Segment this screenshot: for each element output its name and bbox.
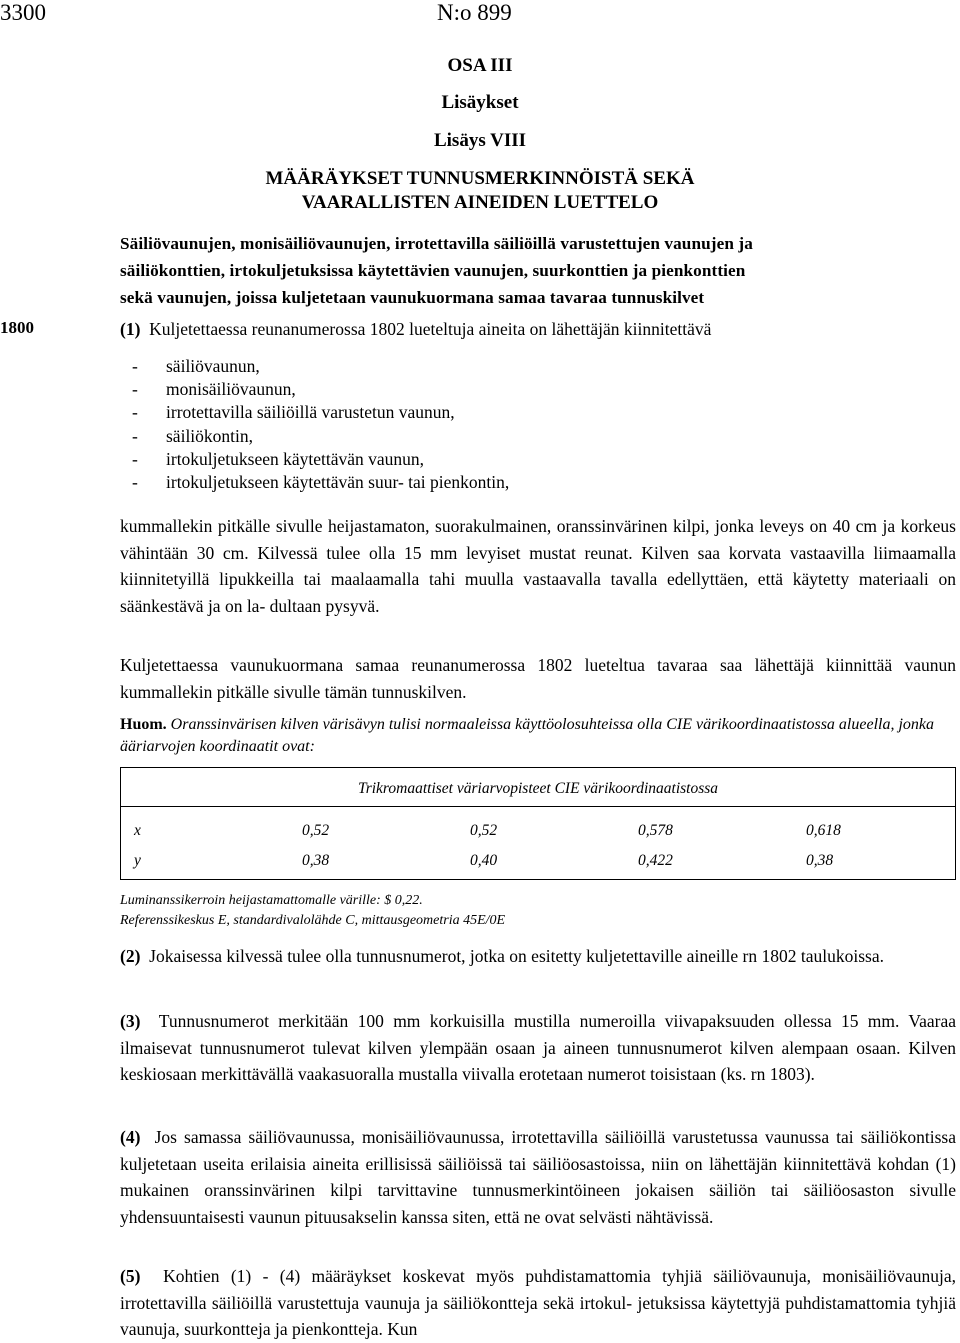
list-item: - irtokuljetukseen käytettävän vaunun, bbox=[132, 448, 509, 471]
paragraph-number: (4) bbox=[120, 1127, 141, 1147]
paragraph-1 bbox=[120, 316, 956, 343]
table-cell: 0,578 bbox=[638, 822, 673, 839]
paragraph-text: Kohtien (1) - (4) määräykset koskevat myös puhdistamattomia tyhjiä säiliövaunuja, monisäiliövaunuja, irrotettavilla säiliöillä varustettuja vaunuja ja säiliökontteja sekä irtokul- jetuksissa käytettyjä puhdistamattomia tyhjiä vaunuja, suurkontteja ja pienkontteja. Kun bbox=[120, 1266, 956, 1340]
subheading-line: säiliökonttien, irtokuljetuksissa käytettävien vaunujen, suurkonttien ja pienkonttien bbox=[120, 261, 746, 280]
paragraph-3 bbox=[120, 1008, 956, 1088]
table-cell: 0,40 bbox=[470, 852, 498, 869]
table-cell: 0,38 bbox=[302, 852, 330, 869]
note bbox=[120, 714, 956, 758]
paragraph-2 bbox=[120, 943, 956, 970]
subheading-line: Säiliövaunujen, monisäiliövaunujen, irrotettavilla säiliöillä varustettujen vaunujen ja bbox=[120, 234, 753, 253]
paragraph-number: (5) bbox=[120, 1266, 141, 1286]
marginal-number: 1800 bbox=[0, 318, 34, 337]
appendix-title: Lisäys VIII bbox=[433, 130, 527, 151]
paragraph-text: Tunnusnumerot merkitään 100 mm korkuisilla mustilla numeroilla viivapaksuuden ollessa 15 mm. Vaaraa ilmaisevat tunnusnumerot tulevat kilven ylempään osaan ja aineen tunnusnumerot kilven alempaan osaan. Kilven keskiosaan merkittävällä vaakasuoralla mustalla viivalla erotetaan numerot toisistaan (ks. rn 1803). bbox=[120, 1011, 956, 1085]
table-caption: Trikromaattiset väriarvopisteet CIE värikoordinaatistossa bbox=[357, 780, 719, 797]
list-item: - irtokuljetukseen käytettävän suur- tai pienkontin, bbox=[132, 471, 509, 494]
list-item: - säiliövaunun, bbox=[132, 355, 509, 378]
subheading-line: sekä vaunujen, joissa kuljetetaan vaunukuormana samaa tavaraa tunnuskilvet bbox=[120, 288, 705, 307]
subheading bbox=[120, 230, 956, 311]
main-title-line2: VAARALLISTEN AINEIDEN LUETTELO bbox=[301, 192, 659, 213]
paragraph-text: Jos samassa säiliövaunussa, monisäiliövaunussa, irrotettavilla säiliöillä varustetussa vaunussa tai säiliökontissa kuljetetaan useita erilaisia aineita erillisissä säiliöissä tai säiliöosastoissa, niin on lähettäjän kiinnitettävä kohdan (1) mukainen oranssinvärinen kilpi tarvittavine tunnusmerkintöineen jokaisen säiliön tai säiliöosaston sivulle yhdensuuntaisesti vaunun pituusakselin kanssa siten, että ne ovat selvästi nähtävissä. bbox=[120, 1127, 957, 1227]
note-label: Huom. bbox=[120, 716, 167, 733]
table-cell: 0,52 bbox=[470, 822, 498, 839]
table-cell: 0,422 bbox=[638, 852, 673, 869]
main-title-line1: MÄÄRÄYKSET TUNNUSMERKINNÖISTÄ SEKÄ bbox=[265, 168, 695, 189]
series-number: N:o 899 bbox=[437, 0, 512, 25]
appendices-title: Lisäykset bbox=[441, 92, 519, 113]
table-row-label: y bbox=[134, 852, 141, 869]
paragraph-text: Kuljetettaessa reunanumerossa 1802 lueteltuja aineita on lähettäjän kiinnitettävä bbox=[149, 319, 712, 339]
reference-note: Referenssikeskus E, standardivalolähde C, mittausgeometria 45E/0E bbox=[120, 913, 506, 928]
paragraph-number: (2) bbox=[120, 946, 141, 966]
dash-list bbox=[132, 355, 509, 494]
part-title: OSA III bbox=[447, 55, 513, 76]
table-cell: 0,618 bbox=[806, 822, 841, 839]
list-item: - säiliökontin, bbox=[132, 425, 509, 448]
paragraph-text: Jokaisessa kilvessä tulee olla tunnusnumerot, jotka on esitetty kuljetettaville aineille rn 1802 taulukoissa. bbox=[149, 946, 885, 966]
paragraph-1b: Kuljetettaessa vaunukuormana samaa reunanumerossa 1802 lueteltua tavaraa saa lähettäjä kiinnittää vaunun kummallekin pitkälle sivulle tämän tunnuskilven. bbox=[120, 655, 956, 702]
paragraph-5 bbox=[120, 1263, 956, 1343]
page-number: 3300 bbox=[0, 0, 46, 25]
note-text: Oranssinvärisen kilven värisävyn tulisi normaaleissa käyttöolosuhteissa olla CIE värikoordinaatistossa alueella, jonka ääriarvojen koordinaatit ovat: bbox=[120, 716, 935, 755]
paragraph-1-continued: kummallekin pitkälle sivulle heijastamaton, suorakulmainen, oranssinvärinen kilpi, jonka leveys on 40 cm ja korkeus vähintään 30 cm. Kilvessä tulee olla 15 mm levyiset mustat reunat. Kilven saa korvata vastaavilla liimaamalla kiinnitetyillä lipukkeilla tai maalaamalla tahi muulla vastaavalla tavalla edellyttäen, että käytetty materiaali on säänkestävä ja on la- dultaan pysyvä. bbox=[120, 516, 956, 616]
paragraph-4 bbox=[120, 1124, 956, 1230]
list-item: - irrotettavilla säiliöillä varustetun vaunun, bbox=[132, 401, 509, 424]
table-cell: 0,38 bbox=[806, 852, 834, 869]
table-divider bbox=[120, 806, 956, 807]
paragraph-number: (3) bbox=[120, 1011, 141, 1031]
table-cell: 0,52 bbox=[302, 822, 330, 839]
luminance-note: Luminanssikerroin heijastamattomalle värille: $ 0,22. bbox=[120, 893, 423, 908]
paragraph-number: (1) bbox=[120, 319, 141, 339]
table-row-label: x bbox=[134, 822, 141, 839]
list-item: - monisäiliövaunun, bbox=[132, 378, 509, 401]
